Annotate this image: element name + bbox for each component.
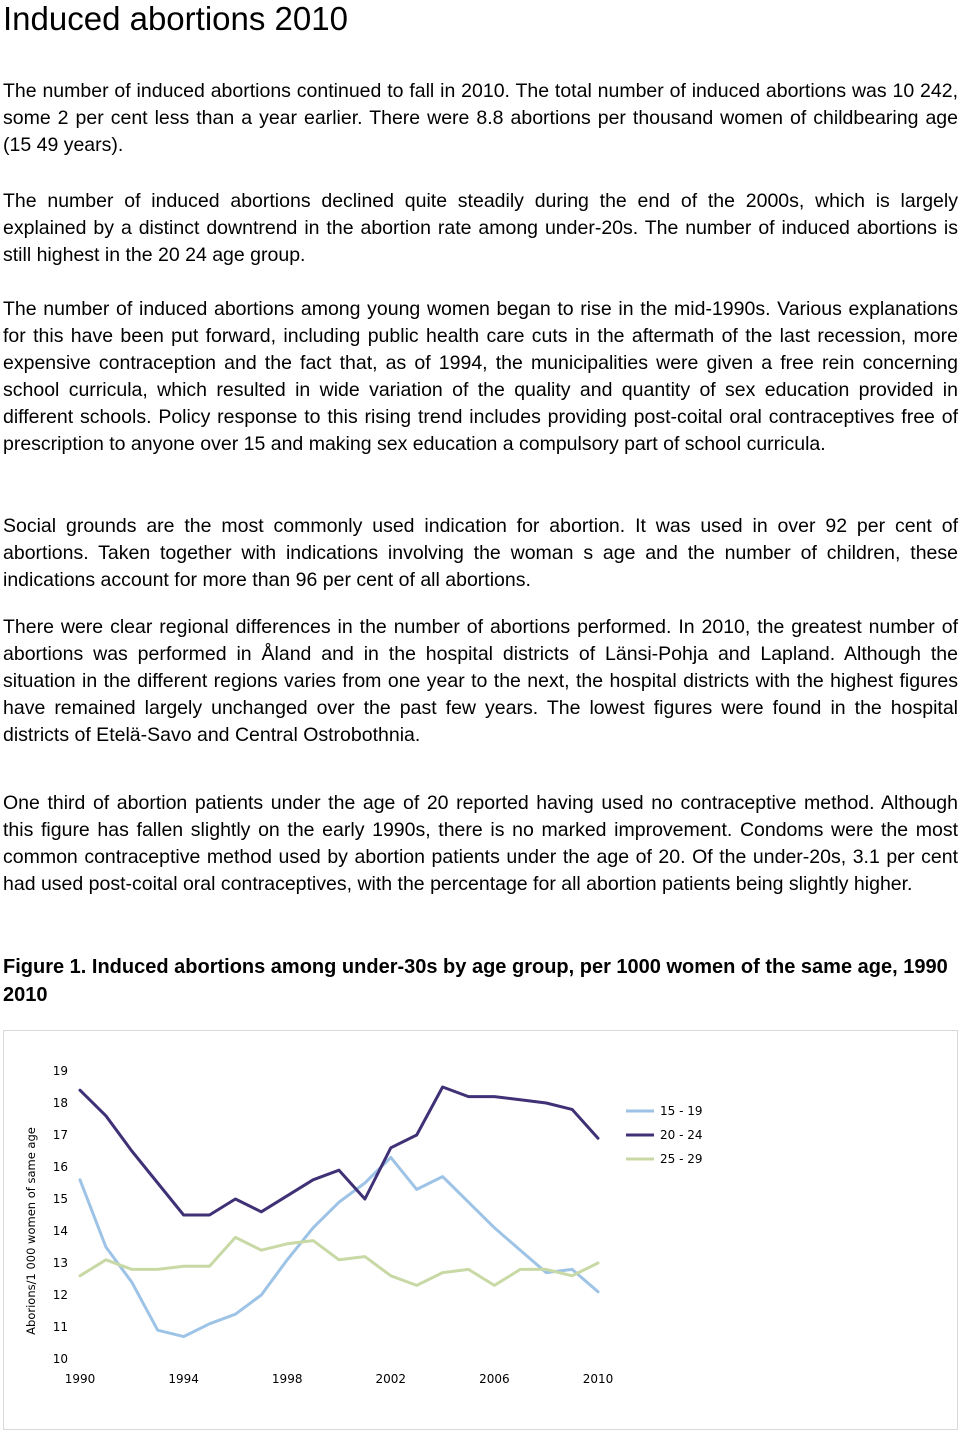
x-tick-label: 2002 — [375, 1372, 407, 1386]
y-tick-label: 18 — [52, 1096, 68, 1110]
legend-label: 15 - 19 — [660, 1104, 703, 1118]
x-tick-label: 2006 — [479, 1372, 510, 1386]
y-tick-label: 12 — [52, 1288, 68, 1302]
y-tick-label: 15 — [52, 1192, 68, 1206]
paragraph-4: Social grounds are the most commonly used indication for abortion. It was used in over 92 per cent of abortions. Taken together with indications involving the woman s age and the number of children, these indications account for more than 96 per cent of all abortions. — [3, 515, 958, 591]
paragraph-1: The number of induced abortions continued to fall in 2010. The total number of induced abortions was 10 242, some 2 per cent less than a year earlier. There were 8.8 abortions per thousand women of childbearing age (15 49 years). — [3, 80, 958, 156]
y-tick-label: 17 — [52, 1128, 68, 1142]
y-tick-label: 11 — [52, 1320, 68, 1334]
paragraph-5: There were clear regional differences in the number of abortions performed. In 2010, the greatest number of abortions was performed in Åland and in the hospital districts of Länsi-Pohja and Lapland. Although the situation in the different regions varies from one year to the next, the hospital districts with the highest figures have remained largely unchanged over the past few years. The lowest figures were found in the hospital districts of Etelä-Savo and Central Ostrobothnia. — [3, 616, 958, 746]
y-tick-label: 10 — [52, 1352, 68, 1366]
y-tick-label: 13 — [52, 1256, 68, 1270]
y-tick-label: 19 — [52, 1064, 68, 1078]
y-tick-label: 14 — [52, 1224, 68, 1238]
figure-caption: Figure 1. Induced abortions among under-30s by age group, per 1000 women of the same age, 1990 2010 — [3, 956, 948, 1006]
y-tick-label: 16 — [52, 1160, 68, 1174]
legend-label: 25 - 29 — [660, 1152, 703, 1166]
page-title: Induced abortions 2010 — [3, 0, 348, 37]
paragraph-6: One third of abortion patients under the age of 20 reported having used no contraceptive method. Although this figure has fallen slightly on the early 1990s, there is no marked improvement. Condoms were the most common contraceptive method used by abortion patients under the age of 20. Of the under-20s, 3.1 per cent had used post-coital oral contraceptives, with the percentage for all abortion patients being slightly higher. — [3, 792, 958, 895]
line-chart — [4, 1031, 957, 1429]
chart-container — [3, 1030, 958, 1430]
x-tick-label: 1994 — [168, 1372, 199, 1386]
x-tick-label: 2010 — [582, 1372, 614, 1386]
paragraph-3: The number of induced abortions among young women began to rise in the mid-1990s. Various explanations for this have been put forward, including public health care cuts in the aftermath of the last recession, more expensive contraception and the fact that, as of 1994, the municipalities were given a free rein concerning school curricula, which resulted in wide variation of the quality and quantity of sex education provided in different schools. Policy response to this rising trend includes providing post-coital oral contraceptives free of prescription to anyone over 15 and making sex education a compulsory part of school curricula. — [3, 298, 958, 455]
paragraph-2: The number of induced abortions declined quite steadily during the end of the 2000s, which is largely explained by a distinct downtrend in the abortion rate among under-20s. The number of induced abortions is still highest in the 20 24 age group. — [3, 190, 958, 266]
x-tick-label: 1990 — [64, 1372, 96, 1386]
legend-label: 20 - 24 — [660, 1128, 703, 1142]
series-line-2 — [80, 1087, 598, 1215]
y-axis-label: Aborions/1 000 women of same age — [24, 1127, 38, 1335]
x-tick-label: 1998 — [271, 1372, 303, 1386]
series-line-3 — [80, 1237, 598, 1285]
